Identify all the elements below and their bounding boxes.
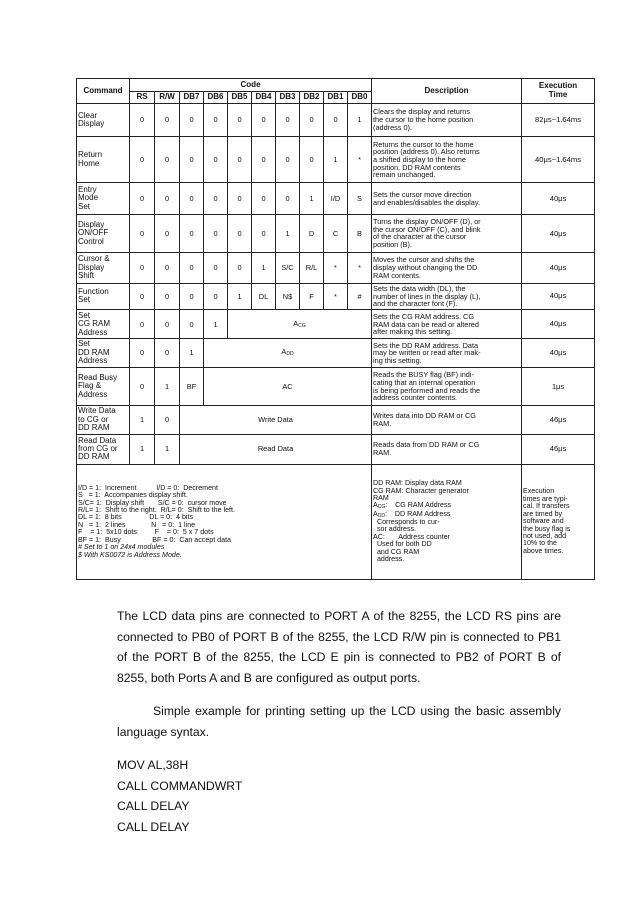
code-bit: 0 bbox=[204, 214, 228, 253]
header-code-column: DB1 bbox=[324, 91, 348, 103]
command-description: Returns the cursor to the home position (address 0). Also returns a shifted display to the home position. DD RAM contents remain unchanged. bbox=[372, 137, 522, 183]
command-name: Set DD RAM Address bbox=[77, 339, 130, 367]
command-name: Entry Mode Set bbox=[77, 183, 130, 214]
command-name: Write Data to CG or DD RAM bbox=[77, 406, 130, 434]
code-bit: 0 bbox=[130, 283, 155, 310]
code-bit: * bbox=[324, 253, 348, 283]
instruction-row bbox=[77, 406, 595, 434]
add-subscript: DD bbox=[377, 512, 385, 519]
command-description: Reads the BUSY flag (BF) indi- cating that an internal operation is being performed and reads the address counter contents. bbox=[372, 367, 522, 406]
execution-time: 46μs bbox=[522, 406, 595, 434]
execution-time: 1μs bbox=[522, 367, 595, 406]
code-bit: DL bbox=[252, 283, 276, 310]
code-bit: 0 bbox=[204, 283, 228, 310]
command-name: Read Busy Flag & Address bbox=[77, 367, 130, 406]
code-bit: 0 bbox=[155, 103, 180, 136]
code-bit: 1 bbox=[204, 310, 228, 339]
header-code-column: DB3 bbox=[276, 91, 300, 103]
code-bit: I/D bbox=[324, 183, 348, 214]
instruction-row bbox=[77, 183, 595, 214]
code-bit: 0 bbox=[252, 214, 276, 253]
code-bit: 0 bbox=[155, 253, 180, 283]
ram-legend-notes bbox=[372, 464, 522, 579]
code-span-subscript: CG bbox=[298, 322, 306, 329]
code-span-field: $A_{DD}$ bbox=[204, 339, 372, 367]
command-name: Set CG RAM Address bbox=[77, 310, 130, 339]
lcd-instruction-table-figure bbox=[76, 78, 594, 580]
paragraph-example-intro: Simple example for printing setting up the LCD using the basic assembly language syntax. bbox=[117, 704, 561, 739]
code-bit: 0 bbox=[180, 137, 204, 183]
code-bit: 0 bbox=[180, 310, 204, 339]
bit-legend-text: I/D = 1: Increment I/D = 0: Decrement S = 1: Accompanies display shift. S/C= 1: Display shift S/C = 0: cursor move R/L= 1: Shift to the right. R/L= 0: Shift to the left. DL = 1: 8 bits DL = 0: 4 bits N = 1: 2 lines N = 0: 1 line F = 1: 5x10 dots F = 0: 5 x 7 dots BF = 1: Busy BF = 0: Can accept data bbox=[78, 483, 235, 544]
code-bit: F bbox=[300, 283, 324, 310]
code-bit: 0 bbox=[130, 103, 155, 136]
code-bit: 0 bbox=[180, 214, 204, 253]
command-name: Cursor & Display Shift bbox=[77, 253, 130, 283]
code-line: CALL DELAY bbox=[117, 819, 190, 834]
command-description: Reads data from DD RAM or CG RAM. bbox=[372, 434, 522, 464]
notes-row bbox=[77, 464, 595, 579]
code-span-field: Read Data bbox=[180, 434, 372, 464]
code-bit: B bbox=[348, 214, 372, 253]
execution-time: 40μs bbox=[522, 310, 595, 339]
header-command: Command bbox=[77, 79, 130, 104]
code-bit: 0 bbox=[130, 214, 155, 253]
command-description: Sets the CG RAM address. CG RAM data can be read or altered after making this setting. bbox=[372, 310, 522, 339]
header-code: Code bbox=[130, 79, 372, 92]
code-bit: 0 bbox=[130, 253, 155, 283]
code-bit: 0 bbox=[155, 339, 180, 367]
command-description: Sets the data width (DL), the number of lines in the display (L), and the character font (F). bbox=[372, 283, 522, 310]
code-bit: S/C bbox=[276, 253, 300, 283]
command-description: Sets the DD RAM address. Data may be written or read after mak- ing this setting. bbox=[372, 339, 522, 367]
instruction-row bbox=[77, 283, 595, 310]
code-bit: 0 bbox=[130, 183, 155, 214]
code-bit: 0 bbox=[180, 183, 204, 214]
command-name: Return Home bbox=[77, 137, 130, 183]
code-bit: 1 bbox=[155, 434, 180, 464]
instruction-row bbox=[77, 214, 595, 253]
execution-time: 40μs bbox=[522, 183, 595, 214]
header-code-column: RS bbox=[130, 91, 155, 103]
code-line: CALL COMMANDWRT bbox=[117, 778, 243, 793]
code-bit: * bbox=[348, 253, 372, 283]
command-description: Sets the cursor move direction and enables/disables the display. bbox=[372, 183, 522, 214]
code-span-field: $A_{CG}$ bbox=[228, 310, 372, 339]
code-bit: 1 bbox=[180, 339, 204, 367]
code-bit: BF bbox=[180, 367, 204, 406]
execution-time: 40μs bbox=[522, 283, 595, 310]
code-bit: 0 bbox=[130, 310, 155, 339]
code-bit: 0 bbox=[252, 103, 276, 136]
body-text bbox=[117, 606, 561, 837]
code-bit: 0 bbox=[204, 103, 228, 136]
header-code-column: DB6 bbox=[204, 91, 228, 103]
code-bit: N$ bbox=[276, 283, 300, 310]
code-bit: 0 bbox=[180, 253, 204, 283]
acg-legend: $A_{CG}$: CG RAM Address bbox=[373, 501, 452, 511]
code-bit: * bbox=[348, 137, 372, 183]
execution-time: 40μs bbox=[522, 339, 595, 367]
bit-legend-notes bbox=[77, 464, 372, 579]
code-bit: 0 bbox=[180, 283, 204, 310]
code-bit: 0 bbox=[324, 103, 348, 136]
code-bit: 0 bbox=[130, 367, 155, 406]
header-description: Description bbox=[372, 79, 522, 104]
code-span-field: AC bbox=[204, 367, 372, 406]
code-bit: 0 bbox=[130, 339, 155, 367]
code-bit: C bbox=[324, 214, 348, 253]
instruction-row bbox=[77, 367, 595, 406]
code-bit: 0 bbox=[155, 137, 180, 183]
code-bit: 0 bbox=[252, 183, 276, 214]
code-bit: 1 bbox=[228, 283, 252, 310]
code-bit: 1 bbox=[252, 253, 276, 283]
header-execution-time: Execution Time bbox=[522, 79, 595, 104]
command-description: Writes data into DD RAM or CG RAM. bbox=[372, 406, 522, 434]
code-bit: # bbox=[348, 283, 372, 310]
execution-time: 40μs bbox=[522, 214, 595, 253]
code-bit: R/L bbox=[300, 253, 324, 283]
header-code-column: R/W bbox=[155, 91, 180, 103]
command-name: Display ON/OFF Control bbox=[77, 214, 130, 253]
code-bit: 0 bbox=[155, 406, 180, 434]
header-code-column: DB2 bbox=[300, 91, 324, 103]
code-bit: 1 bbox=[300, 183, 324, 214]
code-bit: 0 bbox=[300, 103, 324, 136]
command-name: Read Data from CG or DD RAM bbox=[77, 434, 130, 464]
header-code-column: DB7 bbox=[180, 91, 204, 103]
header-code-column: DB5 bbox=[228, 91, 252, 103]
command-description: Turns the display ON/OFF (D), or the cursor ON/OFF (C), and blink of the character at the cursor position (B). bbox=[372, 214, 522, 253]
header-code-column: DB0 bbox=[348, 91, 372, 103]
command-name: Clear Display bbox=[77, 103, 130, 136]
code-bit: S bbox=[348, 183, 372, 214]
add-legend: $A_{DD}$: DD RAM Address Corresponds to cur- sor address. bbox=[373, 509, 451, 534]
code-bit: 1 bbox=[276, 214, 300, 253]
instruction-row bbox=[77, 434, 595, 464]
execution-time: 40μs~1.64ms bbox=[522, 137, 595, 183]
code-bit: 0 bbox=[180, 103, 204, 136]
code-bit: 0 bbox=[276, 183, 300, 214]
instruction-row bbox=[77, 339, 595, 367]
code-bit: 1 bbox=[130, 434, 155, 464]
code-bit: 0 bbox=[252, 137, 276, 183]
code-bit: 0 bbox=[204, 137, 228, 183]
code-bit: 1 bbox=[348, 103, 372, 136]
code-bit: 0 bbox=[155, 214, 180, 253]
execution-time: 40μs bbox=[522, 253, 595, 283]
ram-legend-text: DD RAM: Display data RAM CG RAM: Character generator RAM bbox=[373, 479, 469, 502]
instruction-row bbox=[77, 253, 595, 283]
code-span-field: Write Data bbox=[180, 406, 372, 434]
execution-time: 46μs bbox=[522, 434, 595, 464]
header-code-column: DB4 bbox=[252, 91, 276, 103]
code-bit: 0 bbox=[155, 310, 180, 339]
command-description: Moves the cursor and shifts the display without changing the DD RAM contents. bbox=[372, 253, 522, 283]
code-bit: 0 bbox=[155, 283, 180, 310]
lcd-instruction-table bbox=[76, 78, 595, 580]
code-bit: * bbox=[324, 283, 348, 310]
code-bit: 0 bbox=[228, 214, 252, 253]
code-bit: 0 bbox=[130, 137, 155, 183]
code-bit: 0 bbox=[204, 253, 228, 283]
code-span-subscript: DD bbox=[286, 351, 294, 358]
assembly-code-block bbox=[117, 755, 561, 837]
instruction-row bbox=[77, 310, 595, 339]
code-bit: 0 bbox=[276, 103, 300, 136]
paragraph-lcd-connections: The LCD data pins are connected to PORT A of the 8255, the LCD RS pins are connected to PB0 of PORT B of the 8255, the LCD R/W pin is connected to PB1 of the PORT B of the 8255, the LCD E pin is connected to PB2 of PORT B of 8255, both Ports A and B are configured as output ports. bbox=[117, 609, 561, 685]
code-bit: 0 bbox=[155, 183, 180, 214]
code-bit: 0 bbox=[228, 183, 252, 214]
footnote-text: # Set to 1 on 24x4 modules $ With KS0072 is Address Mode. bbox=[78, 543, 182, 559]
ac-legend: AC: Address counter Used for both DD and CG RAM address. bbox=[373, 532, 450, 564]
code-bit: 0 bbox=[300, 137, 324, 183]
code-bit: 0 bbox=[228, 137, 252, 183]
instruction-row bbox=[77, 137, 595, 183]
code-bit: 0 bbox=[228, 253, 252, 283]
code-bit: 0 bbox=[228, 103, 252, 136]
execution-notes: Execution times are typi- cal. If transfers are timed by software and the busy flag is not used, add 10% to the above times. bbox=[522, 464, 595, 579]
code-bit: 1 bbox=[324, 137, 348, 183]
code-line: MOV AL,38H bbox=[117, 758, 189, 772]
code-line: CALL DELAY bbox=[117, 799, 190, 813]
code-bit: 1 bbox=[155, 367, 180, 406]
command-description: Clears the display and returns the cursor to the home position (address 0). bbox=[372, 103, 522, 136]
code-bit: 0 bbox=[276, 137, 300, 183]
code-bit: 0 bbox=[204, 183, 228, 214]
execution-time: 82μs~1.64ms bbox=[522, 103, 595, 136]
acg-subscript: CG bbox=[377, 504, 386, 511]
code-bit: 1 bbox=[130, 406, 155, 434]
command-name: Function Set bbox=[77, 283, 130, 310]
instruction-row bbox=[77, 103, 595, 136]
code-bit: D bbox=[300, 214, 324, 253]
